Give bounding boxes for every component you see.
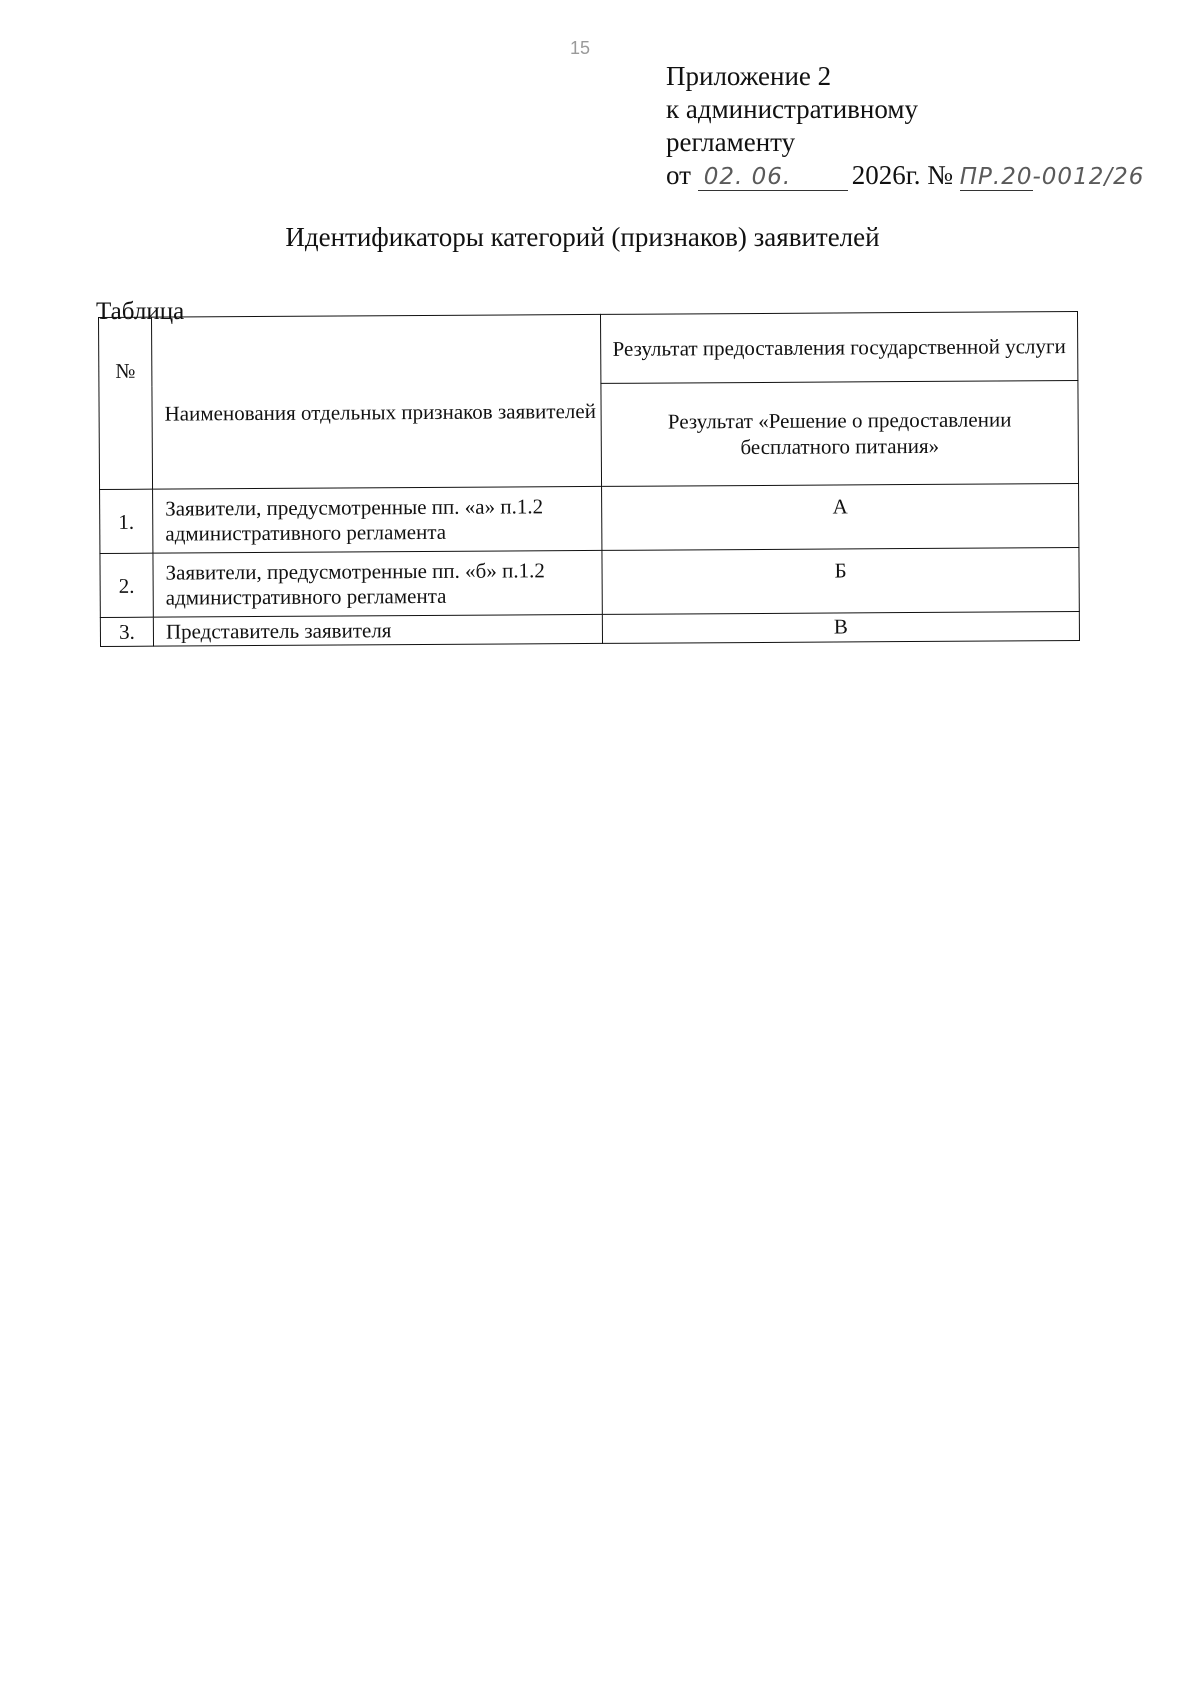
document-title: Идентификаторы категорий (признаков) заявителей: [285, 222, 880, 252]
page-number: 15: [569, 38, 591, 58]
handwritten-number-suffix: -0012/26: [1032, 164, 1145, 190]
row-name: Представитель заявителя: [153, 614, 602, 646]
row-result: Б: [602, 548, 1079, 615]
table-row: [100, 548, 1079, 618]
appendix-block: [666, 60, 1166, 192]
table-container: [98, 311, 1080, 647]
header-number: №: [99, 317, 153, 489]
appendix-line-3: регламенту: [666, 127, 796, 157]
applicant-identifiers-table: [98, 311, 1080, 647]
date-field: [698, 162, 848, 191]
table-row: [100, 484, 1079, 554]
handwritten-number-prefix: ПР.20: [959, 164, 1033, 190]
table-header-row: [99, 312, 1078, 387]
row-result: В: [602, 612, 1079, 644]
row-result: А: [602, 484, 1079, 551]
appendix-line-1: Приложение 2: [666, 61, 832, 91]
table-label: Таблица: [96, 298, 185, 325]
row-name: Заявители, предусмотренные пп. «б» п.1.2 административного регламента: [153, 550, 602, 617]
table-row: [100, 612, 1079, 647]
handwritten-date: 02. 06.: [703, 164, 792, 190]
header-result-group: Результат предоставления государственной услуги: [600, 312, 1077, 384]
row-name: Заявители, предусмотренные пп. «а» п.1.2 административного регламента: [153, 486, 602, 553]
header-name: Наименования отдельных признаков заявителей: [152, 314, 602, 489]
year-number-label: 2026г. №: [851, 160, 953, 190]
appendix-line-2: к административному: [666, 94, 918, 124]
row-number: 1.: [100, 489, 153, 553]
appendix-line-4: [666, 159, 1166, 192]
from-label: от: [666, 160, 691, 190]
row-number: 3.: [100, 617, 153, 646]
row-number: 2.: [100, 553, 153, 617]
header-result-sub: Результат «Решение о предоставлении бесплатного питания»: [601, 381, 1079, 487]
